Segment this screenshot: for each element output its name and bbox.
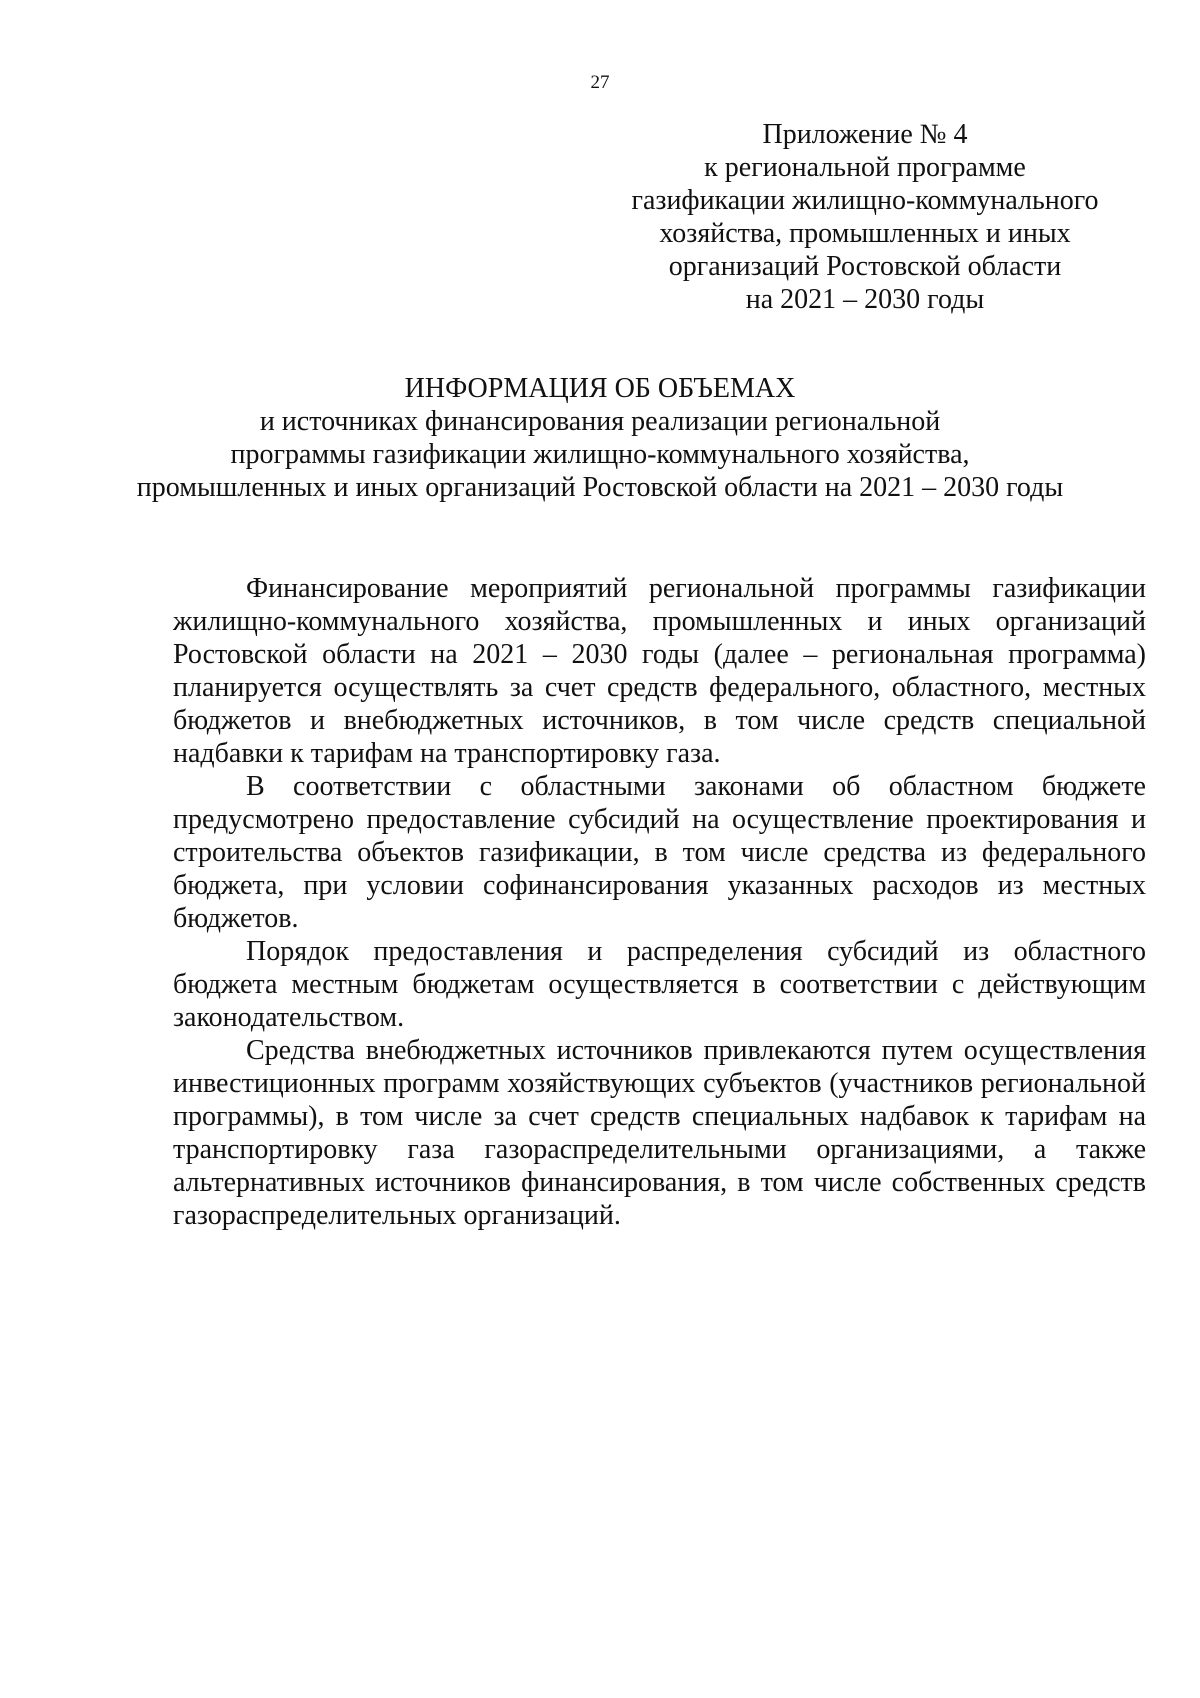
heading-subtitle-line: промышленных и иных организаций Ростовской области на 2021 – 2030 годы [136,472,1064,503]
heading-subtitle-line: программы газификации жилищно-коммунального хозяйства, [230,439,970,470]
heading-subtitle-line: и источниках финансирования реализации региональной [259,406,941,437]
appendix-line: газификации жилищно-коммунального [631,185,1099,216]
appendix-line: Приложение № 4 [762,119,968,150]
heading-title: ИНФОРМАЦИЯ ОБ ОБЪЕМАХ [404,373,796,404]
page-number: 27 [590,72,610,93]
document-body [173,572,1146,1232]
appendix-line: к региональной программе [704,152,1026,183]
paragraph: В соответствии с областными законами об областном бюджете предусмотрено предоставление субсидий на осуществление проектирования и строительства объектов газификации, в том числе средства из федерального бюджета, при условии софинансирования указанных расходов из местных бюджетов. [173,771,1146,934]
paragraph: Порядок предоставления и распределения субсидий из областного бюджета местным бюджетам осуществляется в соответствии с действующим законодательством. [173,936,1146,1033]
appendix-line: организаций Ростовской области [668,251,1062,282]
document-heading [0,372,1200,504]
appendix-line: на 2021 – 2030 годы [745,284,985,315]
paragraph: Финансирование мероприятий региональной программы газификации жилищно-коммунального хозяйства, промышленных и иных организаций Ростовской области на 2021 – 2030 годы (далее – региональная программа) планируется осуществлять за счет средств федерального, областного, местных бюджетов и внебюджетных источников, в том числе средств специальной надбавки к тарифам на транспортировку газа. [173,573,1146,769]
paragraph: Средства внебюджетных источников привлекаются путем осуществления инвестиционных программ хозяйствующих субъектов (участников региональной программы), в том числе за счет средств специальных надбавок к тарифам на транспортировку газа газораспределительными организациями, а также альтернативных источников финансирования, в том числе собственных средств газораспределительных организаций. [173,1035,1146,1231]
appendix-line: хозяйства, промышленных и иных [659,218,1071,249]
appendix-header [620,118,1110,316]
